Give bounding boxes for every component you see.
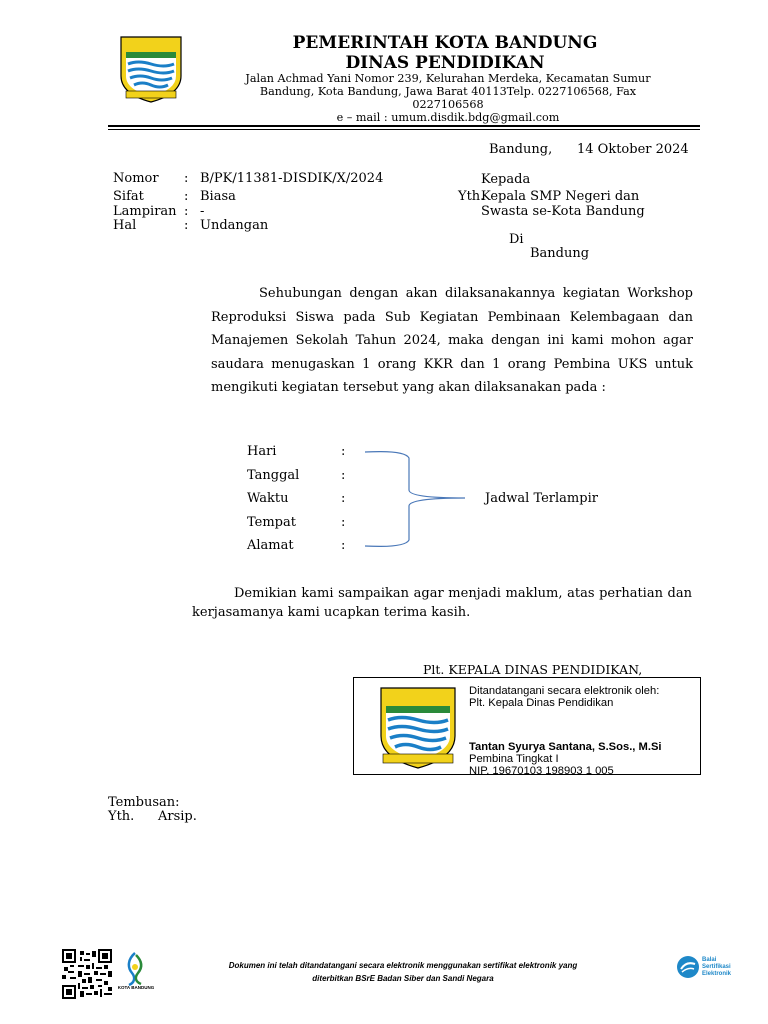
- header-address-line-3: 0227106568: [412, 98, 484, 111]
- footer-note-line-2: diterbitkan BSrE Badan Siber dan Sandi Negara: [312, 974, 494, 983]
- header-address-line-1: Jalan Achmad Yani Nomor 239, Kelurahan Merdeka, Kecamatan Sumur: [245, 72, 651, 85]
- recipient-line-1: Kepala SMP Negeri dan: [481, 189, 640, 204]
- body-paragraph: [211, 282, 693, 400]
- header-title-government: PEMERINTAH KOTA BANDUNG: [292, 33, 598, 53]
- letter-date: 14 Oktober 2024: [577, 142, 689, 157]
- bsre-label-1: Balai: [702, 957, 717, 963]
- header-rule-thin: [108, 129, 700, 130]
- meta-value-nomor: B/PK/11381-DISDIK/X/2024: [200, 171, 384, 186]
- header-address-line-2: Bandung, Kota Bandung, Jawa Barat 40113Telp. 0227106568, Fax: [259, 85, 637, 98]
- bsre-label-3: Elektronik: [702, 971, 732, 977]
- header-rule-thick: [108, 125, 700, 127]
- meta-colon: :: [184, 189, 189, 204]
- recipient-yth: Yth.: [458, 189, 485, 204]
- closing-text: Demikian kami sampaikan agar menjadi maklum, atas perhatian dan kerjasamanya kami ucapkan terima kasih.: [192, 586, 692, 620]
- detail-label-alamat: Alamat: [247, 538, 294, 553]
- meta-label-nomor: Nomor: [113, 171, 159, 186]
- meta-label-hal: Hal: [113, 218, 137, 233]
- kota-bandung-logo-text: KOTA BANDUNG: [117, 985, 155, 990]
- meta-value-lampiran: -: [200, 204, 205, 219]
- signature-name: Tantan Syurya Santana, S.Sos., M.Si: [469, 741, 662, 753]
- closing-paragraph: [192, 584, 692, 622]
- bandung-crest-logo: [118, 34, 184, 104]
- meta-colon: :: [184, 204, 189, 219]
- letter-date-city: Bandung,: [489, 142, 553, 157]
- detail-colon: :: [341, 444, 346, 459]
- detail-label-tanggal: Tanggal: [247, 468, 300, 483]
- detail-label-waktu: Waktu: [247, 491, 289, 506]
- signature-rank: Pembina Tingkat I: [469, 753, 559, 765]
- footer-note: [160, 959, 646, 985]
- detail-colon: :: [341, 468, 346, 483]
- recipient-city: Bandung: [530, 246, 590, 261]
- header-email: e – mail : umum.disdik.bdg@gmail.com: [336, 111, 560, 124]
- curly-brace: [365, 448, 475, 550]
- footer-note-line-1: Dokumen ini telah ditandatangani secara elektronik menggunakan sertifikat elektronik yang: [228, 961, 578, 970]
- meta-colon: :: [184, 218, 189, 233]
- bsre-label-2: Sertifikasi: [702, 964, 731, 970]
- cc-label: Tembusan:: [108, 795, 180, 810]
- recipient-line-2: Swasta se-Kota Bandung: [481, 204, 645, 219]
- recipient-kepada: Kepada: [481, 172, 531, 187]
- meta-label-lampiran: Lampiran: [113, 204, 177, 219]
- meta-colon: :: [184, 171, 189, 186]
- meta-value-sifat: Biasa: [200, 189, 236, 204]
- cc-value: Arsip.: [158, 809, 197, 824]
- bsre-logo-icon: [676, 955, 700, 979]
- signature-signed-by: Ditandatangani secara elektronik oleh:: [469, 685, 660, 697]
- meta-label-sifat: Sifat: [113, 189, 144, 204]
- recipient-di: Di: [509, 232, 524, 247]
- cc-yth: Yth.: [108, 809, 135, 824]
- detail-colon: :: [341, 515, 346, 530]
- signature-position: Plt. Kepala Dinas Pendidikan: [469, 697, 614, 709]
- signature-nip: NIP. 19670103 198903 1 005: [469, 765, 614, 777]
- qr-code-icon: [62, 949, 112, 999]
- schedule-note: Jadwal Terlampir: [485, 491, 598, 506]
- meta-value-hal: Undangan: [200, 218, 269, 233]
- header-title-department: DINAS PENDIDIKAN: [345, 53, 545, 73]
- detail-colon: :: [341, 538, 346, 553]
- body-text: Sehubungan dengan akan dilaksanakannya kegiatan Workshop Reproduksi Siswa pada Sub Kegiatan Pembinaan Kelembagaan dan Manajemen Sekolah Tahun 2024, maka dengan ini kami mohon agar saudara menugaskan 1 orang KKR dan 1 orang Pembina UKS untuk mengikuti kegiatan tersebut yang akan dilaksanakan pada :: [211, 286, 693, 395]
- detail-colon: :: [341, 491, 346, 506]
- detail-label-hari: Hari: [247, 444, 277, 459]
- bandung-crest-logo: [377, 684, 459, 770]
- detail-label-tempat: Tempat: [247, 515, 296, 530]
- signature-title: Plt. KEPALA DINAS PENDIDIKAN,: [423, 662, 643, 677]
